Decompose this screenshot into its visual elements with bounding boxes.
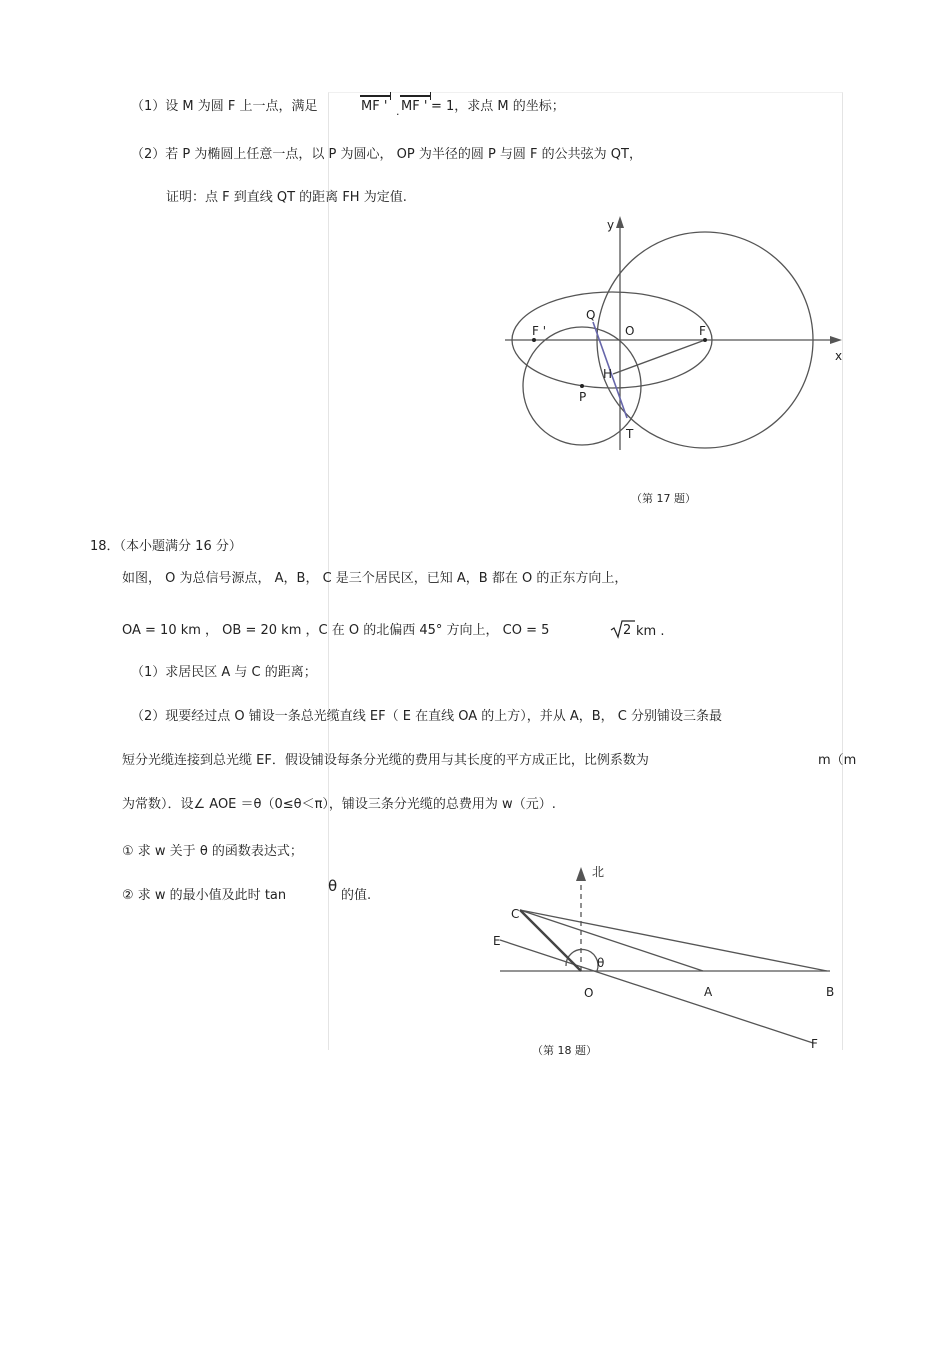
q17-part1-eq: = 1，求点 M 的坐标； — [431, 99, 565, 114]
label-x: x — [835, 349, 843, 363]
sqrt-radicand: 2 — [623, 623, 632, 638]
label-o: O — [584, 986, 594, 1000]
label-p: P — [579, 390, 587, 404]
segment-co — [520, 910, 581, 971]
q18-sub2-end: 的值. — [341, 888, 372, 903]
q18-data: OA = 10 km ， OB = 20 km ，C 在 O 的北偏西 45° 方向上， CO = 5 — [122, 623, 550, 638]
label-a: A — [704, 985, 713, 999]
q18-header: 18．（本小题满分 16 分） — [90, 539, 242, 554]
label-c: C — [511, 907, 520, 921]
label-t: T — [626, 427, 634, 441]
q18-part2-line2-end: m（m — [818, 753, 857, 768]
label-north: 北 — [592, 865, 605, 879]
dot-product-sign: . — [396, 105, 400, 118]
north-arrow — [576, 867, 586, 881]
label-e: E — [493, 934, 501, 948]
vector-mf2: MF ' — [401, 99, 427, 114]
label-b: B — [826, 985, 835, 999]
figure-18 — [485, 855, 845, 1055]
label-f: F — [699, 324, 706, 338]
figure-17-caption: （第 17 题） — [631, 492, 696, 505]
label-y: y — [607, 218, 615, 232]
label-f1: F ' — [532, 324, 547, 338]
unit-km: km . — [636, 624, 665, 639]
vector-mf1: MF ' — [361, 99, 387, 114]
point-p — [580, 384, 584, 388]
q17-proof-text: 证明：点 F 到直线 QT 的距离 FH 为定值. — [166, 190, 407, 205]
q18-sub1: ① 求 w 关于 θ 的函数表达式； — [122, 844, 303, 859]
q18-part1: （1）求居民区 A 与 C 的距离； — [131, 665, 317, 680]
q18-intro: 如图， O 为总信号源点， A，B， C 是三个居民区，已知 A，B 都在 O 的正东方向上， — [122, 571, 628, 586]
label-o: O — [625, 324, 635, 338]
label-q: Q — [586, 308, 596, 322]
point-f — [703, 338, 707, 342]
x-axis-arrow — [830, 336, 842, 344]
q18-part2-line1: （2）现要经过点 O 铺设一条总光缆直线 EF（ E 在直线 OA 的上方），并从 A，B， C 分别铺设三条最 — [131, 709, 723, 724]
figure-17 — [490, 210, 850, 460]
figure-18-caption: （第 18 题） — [532, 1044, 597, 1057]
q18-sub2: ② 求 w 的最小值及此时 tan — [122, 888, 287, 903]
q18-part2-line2: 短分光缆连接到总光缆 EF．假设铺设每条分光缆的费用与其长度的平方成正比，比例系数为 — [122, 753, 649, 768]
point-f1 — [532, 338, 536, 342]
q18-sub2-theta: θ — [328, 877, 338, 895]
q18-part2-line3: 为常数）．设∠ AOE ＝θ（0≤θ＜π），铺设三条分光缆的总费用为 w（元）. — [122, 797, 556, 812]
label-theta: θ — [597, 956, 605, 970]
label-h: H — [603, 367, 613, 381]
q17-part1-text: （1）设 M 为圆 F 上一点，满足 — [131, 99, 318, 114]
y-axis-arrow — [616, 216, 624, 228]
q17-part2-text: （2）若 P 为椭圆上任意一点，以 P 为圆心， OP 为半径的圆 P 与圆 F 的公共弦为 QT， — [131, 147, 642, 162]
label-f: F — [811, 1037, 818, 1051]
